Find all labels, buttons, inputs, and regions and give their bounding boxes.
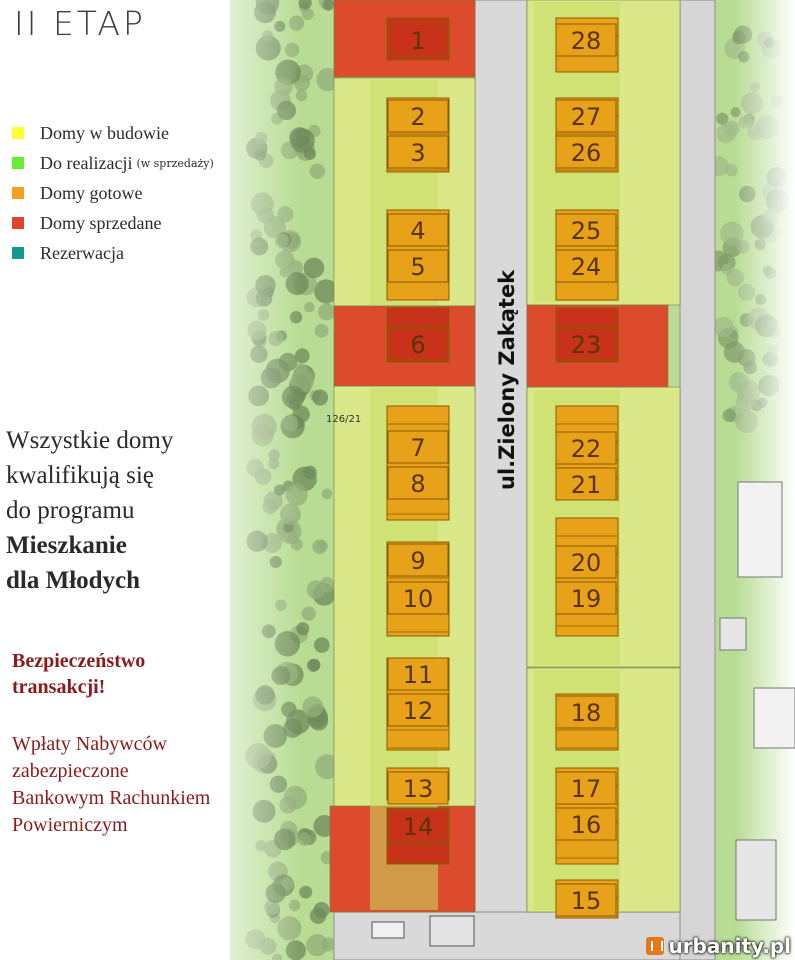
safety-line: transakcji! (12, 676, 106, 698)
escrow-line: zabezpieczone (12, 760, 129, 782)
house-number-23[interactable]: 23 (570, 331, 602, 359)
legend-label: Domy w budowie (40, 122, 169, 143)
legend-item-reserved (12, 238, 214, 268)
house-number-11[interactable]: 11 (402, 661, 434, 689)
legend-item-ready (12, 178, 214, 208)
house-number-14[interactable]: 14 (402, 813, 434, 841)
legend-swatch (12, 247, 24, 259)
legend-item-in-construction (12, 118, 214, 148)
program-line: kwalifikują się (6, 462, 154, 489)
house-number-9[interactable]: 9 (410, 547, 426, 575)
escrow-info (12, 731, 210, 839)
neighbour-building (738, 482, 782, 577)
house-number-7[interactable]: 7 (410, 434, 426, 462)
house-number-12[interactable]: 12 (402, 697, 434, 725)
tree (304, 302, 314, 312)
tree (309, 659, 321, 671)
tree (302, 8, 314, 20)
house-number-27[interactable]: 27 (570, 103, 602, 131)
tree (713, 317, 733, 337)
program-name: Mieszkanie (6, 532, 127, 559)
tree (302, 696, 323, 717)
legend-note: (w sprzedaży) (136, 156, 214, 170)
tree (716, 113, 728, 125)
tree (716, 123, 736, 143)
side-road (680, 0, 715, 960)
urbanity-logo-icon (646, 937, 664, 955)
house-number-25[interactable]: 25 (570, 217, 602, 245)
house-number-17[interactable]: 17 (570, 775, 602, 803)
house-number-24[interactable]: 24 (570, 253, 602, 281)
parcel-label: 126/21 (326, 414, 362, 425)
house-number-19[interactable]: 19 (570, 585, 602, 613)
house-number-10[interactable]: 10 (402, 585, 434, 613)
legend-swatch (12, 217, 24, 229)
program-name: dla Młodych (6, 567, 141, 594)
legend-label: Rezerwacja (40, 242, 124, 263)
tree (310, 908, 326, 924)
tree (312, 390, 328, 406)
house-number-3[interactable]: 3 (410, 139, 426, 167)
neighbour-building (720, 618, 746, 650)
legend (12, 118, 214, 268)
tree (304, 258, 325, 279)
tree (322, 489, 333, 500)
tree (314, 637, 330, 653)
parking-spot (372, 922, 404, 938)
parking-spot (430, 916, 474, 946)
tree (304, 148, 316, 160)
street-name: ul.Zielony Zakątek (495, 269, 519, 490)
safety-heading (12, 648, 145, 700)
tree (315, 324, 329, 338)
escrow-line: Powierniczym (12, 814, 128, 836)
legend-swatch (12, 157, 24, 169)
watermark-text: urbanity.pl (668, 934, 791, 958)
tree (303, 466, 317, 480)
house-number-2[interactable]: 2 (410, 103, 426, 131)
tree (321, 937, 335, 951)
house-number-1[interactable]: 1 (410, 27, 426, 55)
escrow-line: Wpłaty Nabywców (12, 733, 167, 755)
house-number-22[interactable]: 22 (570, 435, 602, 463)
house-number-13[interactable]: 13 (402, 775, 434, 803)
tree (307, 580, 326, 599)
legend-swatch (12, 187, 24, 199)
program-info (6, 423, 173, 598)
fade-right (735, 0, 795, 960)
house-number-4[interactable]: 4 (410, 217, 426, 245)
house-number-20[interactable]: 20 (570, 549, 602, 577)
neighbour-building (754, 688, 795, 748)
tree (312, 539, 327, 554)
neighbour-building (736, 840, 776, 920)
legend-label: Domy gotowe (40, 182, 143, 203)
legend-label: Domy sprzedane (40, 212, 162, 233)
house-number-8[interactable]: 8 (410, 470, 426, 498)
legend-label: Do realizacji (40, 152, 133, 173)
tree (722, 264, 733, 275)
escrow-line: Bankowym Rachunkiem (12, 787, 211, 809)
watermark (646, 934, 791, 958)
tree (318, 303, 335, 320)
tree (310, 163, 326, 179)
legend-swatch (12, 127, 24, 139)
tree (723, 409, 736, 422)
program-line: Wszystkie domy (6, 427, 174, 454)
house-number-16[interactable]: 16 (570, 811, 602, 839)
program-line: do programu (6, 497, 135, 524)
house-number-5[interactable]: 5 (410, 253, 426, 281)
tree (299, 886, 312, 899)
house-number-6[interactable]: 6 (410, 331, 426, 359)
legend-item-sold (12, 208, 214, 238)
house-number-21[interactable]: 21 (570, 471, 602, 499)
house-number-15[interactable]: 15 (570, 887, 602, 915)
safety-line: Bezpieczeństwo (12, 650, 146, 672)
tree (302, 606, 316, 620)
house-number-26[interactable]: 26 (570, 139, 602, 167)
house-number-18[interactable]: 18 (570, 699, 602, 727)
legend-item-for-sale (12, 148, 214, 178)
house-number-28[interactable]: 28 (570, 27, 602, 55)
stage-title: II ETAP (14, 4, 146, 43)
